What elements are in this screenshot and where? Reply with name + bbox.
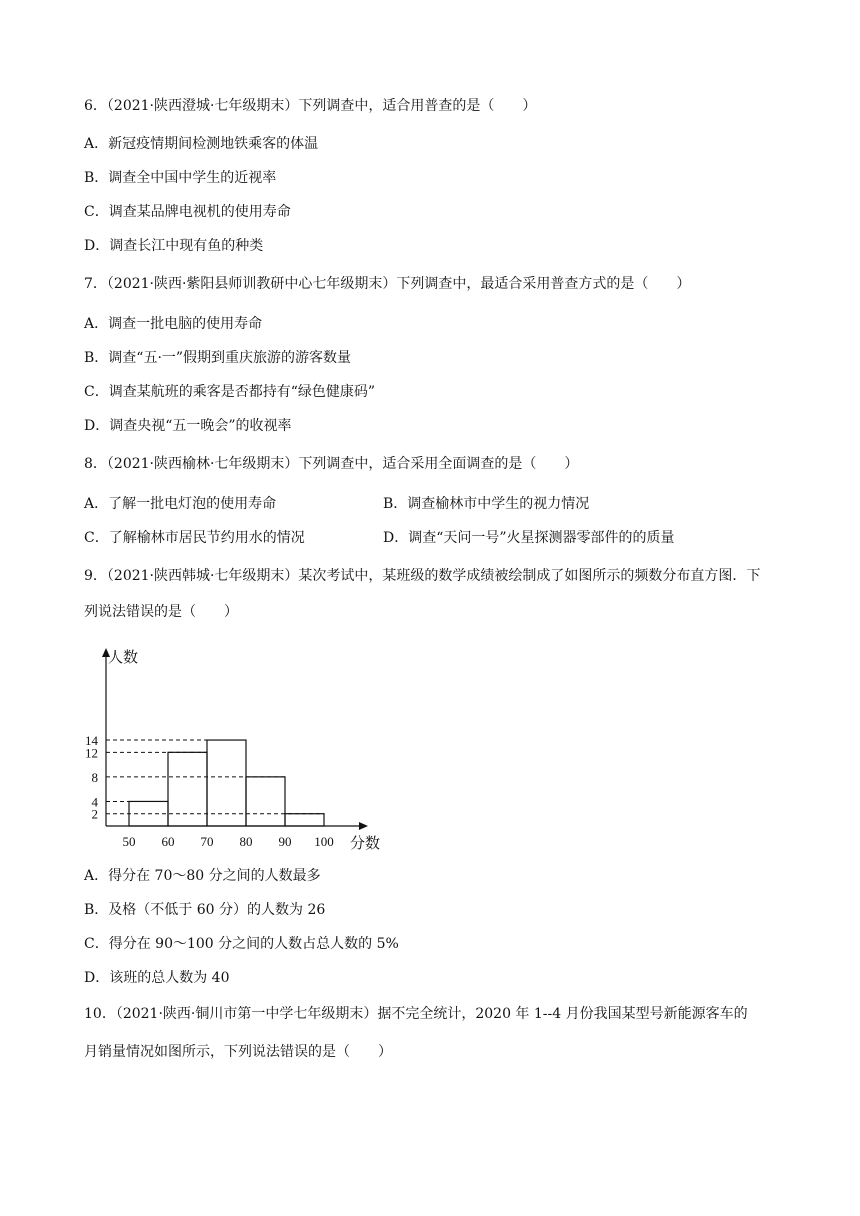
q6-option-b: B．调查全中国中学生的近视率 bbox=[84, 170, 277, 186]
histogram-bar bbox=[246, 777, 285, 826]
y-tick-label: 2 bbox=[91, 806, 98, 822]
x-tick-label: 80 bbox=[239, 834, 253, 849]
q9-stem-line-2: 列说法错误的是（ ） bbox=[84, 604, 238, 620]
x-tick-label: 70 bbox=[200, 834, 214, 849]
histogram-bar bbox=[168, 752, 207, 826]
q7-option-d: D．调查央视“五一晚会”的收视率 bbox=[84, 418, 292, 434]
y-tick-label: 4 bbox=[91, 794, 98, 810]
y-tick-label: 8 bbox=[91, 769, 98, 785]
y-tick-label: 12 bbox=[85, 745, 98, 761]
x-axis-label: 分数 bbox=[350, 836, 381, 852]
q8-option-b: B．调查榆林市中学生的视力情况 bbox=[383, 496, 590, 512]
q8-option-c: C．了解榆林市居民节约用水的情况 bbox=[84, 530, 305, 546]
frequency-histogram bbox=[84, 644, 404, 856]
q8-option-a: A．了解一批电灯泡的使用寿命 bbox=[84, 496, 277, 512]
q6-option-c: C．调查某品牌电视机的使用寿命 bbox=[84, 204, 291, 220]
x-axis-arrow bbox=[359, 822, 368, 830]
q7-option-b: B．调查“五·一”假期到重庆旅游的游客数量 bbox=[84, 350, 352, 366]
q6-option-d: D．调查长江中现有鱼的种类 bbox=[84, 238, 264, 254]
x-tick-label: 60 bbox=[161, 834, 175, 849]
q9-option-a: A．得分在 70～80 分之间的人数最多 bbox=[84, 868, 321, 884]
histogram-bar bbox=[285, 814, 324, 826]
q7-stem: 7．（2021·陕西·紫阳县师训教研中心七年级期末）下列调查中，最适合采用普查方式的是（ ） bbox=[84, 276, 691, 292]
q6-stem: 6．（2021·陕西澄城·七年级期末）下列调查中，适合用普查的是（ ） bbox=[84, 98, 537, 114]
x-tick-label: 50 bbox=[122, 834, 136, 849]
q9-stem-line-1: 9．（2021·陕西韩城·七年级期末）某次考试中，某班级的数学成绩被绘制成了如图所示的频数分布直方图．下 bbox=[84, 568, 761, 584]
q6-option-a: A．新冠疫情期间检测地铁乘客的体温 bbox=[84, 136, 319, 152]
q10-stem-line-2: 月销量情况如图所示，下列说法错误的是（ ） bbox=[84, 1044, 392, 1060]
q9-option-d: D．该班的总人数为 40 bbox=[84, 970, 230, 986]
y-tick-label: 14 bbox=[85, 733, 98, 749]
x-tick-label: 100 bbox=[314, 834, 334, 849]
q7-option-c: C．调查某航班的乘客是否都持有“绿色健康码” bbox=[84, 384, 376, 400]
x-tick-label: 90 bbox=[278, 834, 292, 849]
q7-option-a: A．调查一批电脑的使用寿命 bbox=[84, 316, 263, 332]
q8-stem: 8．（2021·陕西榆林·七年级期末）下列调查中，适合采用全面调查的是（ ） bbox=[84, 456, 579, 472]
q8-option-d: D．调查“天问一号”火星探测器零部件的的质量 bbox=[383, 530, 675, 546]
histogram-bar bbox=[207, 740, 246, 826]
y-axis-label: 人数 bbox=[108, 650, 139, 666]
q9-option-b: B．及格（不低于 60 分）的人数为 26 bbox=[84, 902, 326, 918]
q9-option-c: C．得分在 90～100 分之间的人数占总人数的 5% bbox=[84, 936, 399, 952]
q10-stem-line-1: 10．（2021·陕西·铜川市第一中学七年级期末）据不完全统计，2020 年 1--4 月份我国某型号新能源客车的 bbox=[84, 1006, 748, 1022]
